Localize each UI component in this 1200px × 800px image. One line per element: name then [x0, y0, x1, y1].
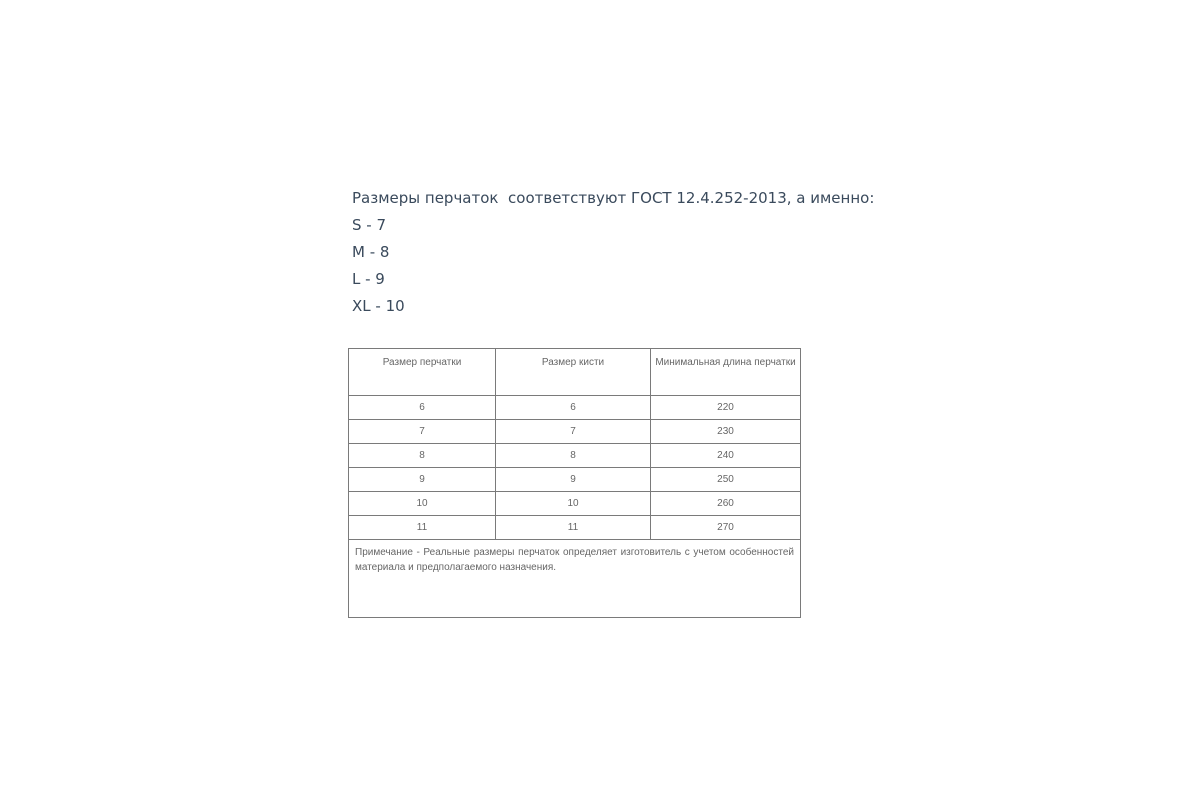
size-line: M - 8: [352, 243, 390, 261]
table-row: [349, 396, 801, 420]
table-cell: 7: [496, 420, 651, 444]
table-row: [349, 420, 801, 444]
table-cell: 240: [651, 444, 801, 468]
intro-text: [352, 185, 874, 320]
column-header-hand-size: Размер кисти: [496, 349, 651, 396]
table-cell: 220: [651, 396, 801, 420]
table-row: [349, 492, 801, 516]
table-row: [349, 516, 801, 540]
table-cell: 9: [496, 468, 651, 492]
table-cell: 6: [349, 396, 496, 420]
intro-heading: Размеры перчаток соответствуют ГОСТ 12.4.252-2013, а именно:: [352, 189, 875, 207]
table-cell: 260: [651, 492, 801, 516]
column-header-glove-size: Размер перчатки: [349, 349, 496, 396]
table-cell: 10: [349, 492, 496, 516]
table-note-row: [349, 540, 801, 618]
size-line: S - 7: [352, 216, 387, 234]
table-cell: 11: [349, 516, 496, 540]
table-cell: 250: [651, 468, 801, 492]
table-cell: 270: [651, 516, 801, 540]
table-note: Примечание - Реальные размеры перчаток определяет изготовитель с учетом особенностей материала и предполагаемого назначения.: [349, 540, 801, 618]
table-cell: 10: [496, 492, 651, 516]
table-cell: 230: [651, 420, 801, 444]
table-row: [349, 468, 801, 492]
table-header-row: [349, 349, 801, 396]
column-header-min-length: Минимальная длина перчатки: [651, 349, 801, 396]
table-cell: 6: [496, 396, 651, 420]
table-cell: 8: [349, 444, 496, 468]
table-cell: 7: [349, 420, 496, 444]
table-cell: 9: [349, 468, 496, 492]
table-row: [349, 444, 801, 468]
table-cell: 11: [496, 516, 651, 540]
size-line: XL - 10: [352, 297, 405, 315]
table-cell: 8: [496, 444, 651, 468]
size-table-container: [348, 348, 800, 618]
size-line: L - 9: [352, 270, 385, 288]
size-table: [348, 348, 801, 618]
